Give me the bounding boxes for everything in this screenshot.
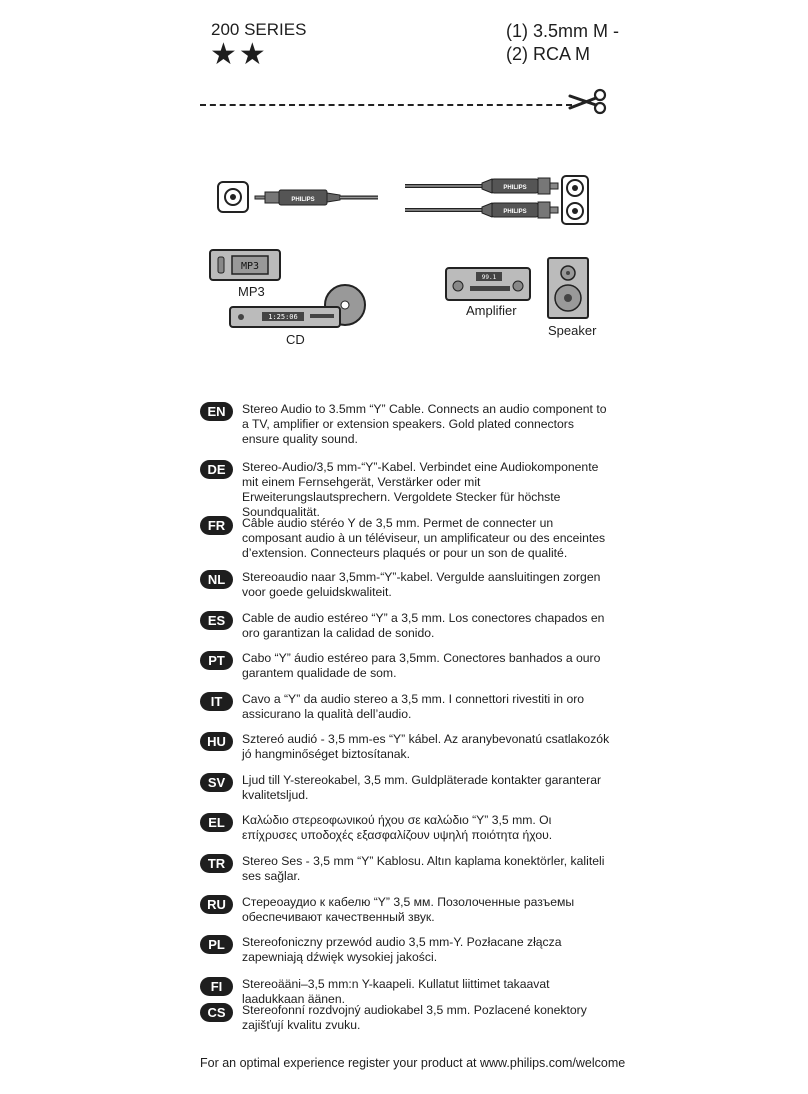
lang-badge-nl: NL <box>200 570 233 589</box>
product-title-line2: (2) RCA M <box>506 44 591 64</box>
lang-block-pl <box>200 935 610 965</box>
registration-footer: For an optimal experience register your product at www.philips.com/welcome <box>200 1056 626 1070</box>
lang-block-el <box>200 813 610 843</box>
speaker-label: Speaker <box>548 323 597 338</box>
series-title: 200 SERIES <box>211 20 307 39</box>
amplifier-icon <box>446 268 530 300</box>
headphone-socket-icon <box>218 182 248 212</box>
lang-text-fr: Câble audio stéréo Y de 3,5 mm. Permet de connecter un composant audio à un téléviseur, un amplificateur ou des enceintes d’extension. Connecteurs plaqués or pour un son de qualité. <box>242 516 606 560</box>
cd-label: CD <box>286 332 305 347</box>
lang-block-tr <box>200 854 610 884</box>
lang-badge-es: ES <box>200 611 233 630</box>
lang-text-fi: Stereoääni–3,5 mm:n Y-kaapeli. Kullatut liittimet takaavat laadukkaan äänen. <box>242 977 550 1006</box>
lang-block-cs <box>200 1003 610 1033</box>
lang-badge-hu: HU <box>200 732 233 751</box>
mp3-screen-text: MP3 <box>240 261 260 272</box>
lang-text-el: Καλώδιο στερεοφωνικού ήχου σε καλώδιο “Y” 3,5 mm. Οι επίχρυσες υποδοχές εξασφαλίζουν υψηλή ποιότητα ήχου. <box>242 813 553 842</box>
mp3-label: MP3 <box>238 284 265 299</box>
lang-block-it <box>200 692 610 722</box>
rca-bottom-brand-label: PHILIPS <box>503 209 527 215</box>
lang-block-sv <box>200 773 610 803</box>
lang-badge-de: DE <box>200 460 233 479</box>
mini-jack-plug-icon <box>255 190 340 205</box>
plug-brand-label: PHILIPS <box>291 197 315 203</box>
lang-text-nl: Stereoaudio naar 3,5mm-“Y”-kabel. Vergulde aansluitingen zorgen voor goede geluidskwaliteit. <box>242 570 601 599</box>
scissors-icon <box>566 86 610 116</box>
lang-badge-fi: FI <box>200 977 233 996</box>
lang-block-de <box>200 460 610 520</box>
rca-plug-top-icon <box>482 178 558 194</box>
lang-badge-fr: FR <box>200 516 233 535</box>
amplifier-label: Amplifier <box>466 303 517 318</box>
lang-block-fr <box>200 516 610 561</box>
speaker-icon <box>548 258 588 318</box>
lang-badge-ru: RU <box>200 895 233 914</box>
rating-stars-icon: ★★ <box>210 38 268 71</box>
lang-block-pt <box>200 651 610 681</box>
lang-text-it: Cavo a “Y” da audio stereo a 3,5 mm. I connettori rivestiti in oro assicurano la qualità dell’audio. <box>242 692 585 721</box>
cut-line <box>200 104 572 106</box>
lang-badge-tr: TR <box>200 854 233 873</box>
lang-text-en: Stereo Audio to 3.5mm “Y” Cable. Connects an audio component to a TV, amplifier or extension speakers. Gold plated connectors ensure quality sound. <box>242 402 607 446</box>
lang-badge-cs: CS <box>200 1003 233 1022</box>
rca-top-brand-label: PHILIPS <box>503 185 527 191</box>
lang-block-ru <box>200 895 610 925</box>
lang-badge-it: IT <box>200 692 233 711</box>
lang-text-es: Cable de audio estéreo “Y” a 3,5 mm. Los conectores chapados en oro garantizan la calidad de sonido. <box>242 611 605 640</box>
cd-screen-text: 1:25:06 <box>268 313 298 321</box>
lang-text-tr: Stereo Ses - 3,5 mm “Y” Kablosu. Altın kaplama konektörler, kaliteli ses sağlar. <box>242 854 605 883</box>
lang-block-es <box>200 611 610 641</box>
lang-block-nl <box>200 570 610 600</box>
lang-text-cs: Stereofonní rozdvojný audiokabel 3,5 mm. Pozlacené konektory zajišťují kvalitu zvuku. <box>242 1003 587 1032</box>
rca-socket-icon <box>562 176 588 224</box>
lang-badge-sv: SV <box>200 773 233 792</box>
lang-badge-pl: PL <box>200 935 233 954</box>
lang-text-de: Stereo-Audio/3,5 mm-“Y”-Kabel. Verbindet eine Audiokomponente mit einem Fernsehgerät, Verstärker oder mit Erweiterungslautsprechern. Vergoldete Stecker für höchste Soundqualität. <box>242 460 599 519</box>
product-title-line1: (1) 3.5mm M - <box>506 21 620 41</box>
lang-text-pt: Cabo “Y” áudio estéreo para 3,5mm. Conectores banhados a ouro garantem qualidade de som. <box>242 651 601 680</box>
lang-text-sv: Ljud till Y-stereokabel, 3,5 mm. Guldpläterade kontakter garanterar kvalitetsljud. <box>242 773 602 802</box>
rca-plug-bottom-icon <box>482 202 558 218</box>
lang-text-hu: Sztereó audió - 3,5 mm-es “Y” kábel. Az aranybevonatú csatlakozók jó hangminőséget biztosítanak. <box>242 732 610 761</box>
lang-text-pl: Stereofoniczny przewód audio 3,5 mm-Y. Pozłacane złącza zapewniają dźwięk wysokiej jakości. <box>242 935 562 964</box>
lang-badge-en: EN <box>200 402 233 421</box>
lang-text-ru: Стереоаудио к кабелю “Y” 3,5 мм. Позолоченные разъемы обеспечивают качественный звук. <box>242 895 575 924</box>
mp3-player-icon <box>210 250 280 280</box>
lang-badge-pt: PT <box>200 651 233 670</box>
amp-screen-text: 99.1 <box>481 274 497 281</box>
lang-badge-el: EL <box>200 813 233 832</box>
lang-block-en <box>200 402 610 447</box>
lang-block-hu <box>200 732 610 762</box>
product-title <box>506 20 619 66</box>
